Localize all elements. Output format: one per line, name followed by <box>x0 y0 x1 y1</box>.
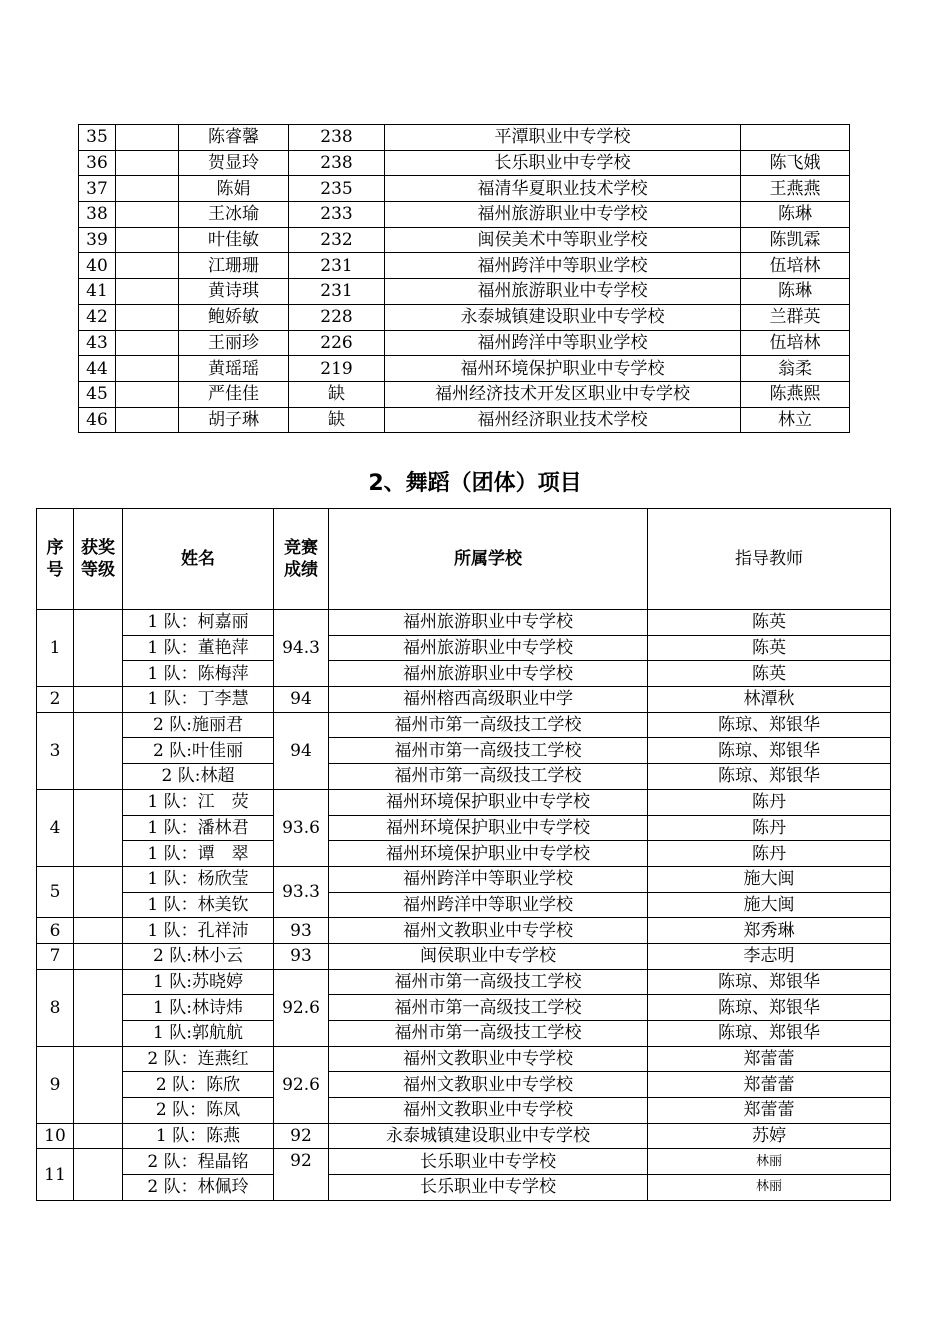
group-award <box>74 712 123 789</box>
member-name: 1 队:苏晓婷 <box>123 969 274 995</box>
member-teacher: 郑蕾蕾 <box>648 1046 891 1072</box>
member-name: 1 队：林美钦 <box>123 892 274 918</box>
group-no: 1 <box>37 610 74 687</box>
row-no: 39 <box>79 227 116 253</box>
group-no: 11 <box>37 1149 74 1200</box>
group-dance-results-table <box>36 508 891 1201</box>
row-teacher: 陈琳 <box>741 202 850 228</box>
row-name: 江珊珊 <box>179 253 289 279</box>
member-name: 2 队:林超 <box>123 764 274 790</box>
member-name: 2 队：林佩玲 <box>123 1175 274 1201</box>
row-school: 福州环境保护职业中专学校 <box>385 356 741 382</box>
member-teacher: 林丽 <box>648 1149 891 1175</box>
member-teacher: 施大闽 <box>648 892 891 918</box>
member-name: 1 队：孔祥沛 <box>123 918 274 944</box>
row-no: 37 <box>79 176 116 202</box>
member-teacher: 陈丹 <box>648 789 891 815</box>
row-teacher: 翁柔 <box>741 356 850 382</box>
member-teacher: 施大闽 <box>648 866 891 892</box>
row-score: 232 <box>289 227 385 253</box>
row-teacher: 王燕燕 <box>741 176 850 202</box>
table-row <box>79 150 850 176</box>
row-teacher: 陈飞娥 <box>741 150 850 176</box>
row-award <box>116 304 179 330</box>
row-score: 缺 <box>289 407 385 433</box>
group-no: 2 <box>37 687 74 713</box>
row-award <box>116 381 179 407</box>
table-row <box>79 202 850 228</box>
member-teacher: 郑蕾蕾 <box>648 1098 891 1124</box>
group-no: 3 <box>37 712 74 789</box>
table-row <box>37 712 891 738</box>
table-row <box>79 356 850 382</box>
table-row <box>79 227 850 253</box>
member-name: 2 队:叶佳丽 <box>123 738 274 764</box>
row-teacher: 兰群英 <box>741 304 850 330</box>
member-teacher: 陈英 <box>648 661 891 687</box>
row-school: 福州旅游职业中专学校 <box>385 279 741 305</box>
row-award <box>116 202 179 228</box>
member-name: 2 队：陈欣 <box>123 1072 274 1098</box>
row-name: 叶佳敏 <box>179 227 289 253</box>
table-row <box>79 330 850 356</box>
row-award <box>116 356 179 382</box>
table-row <box>37 1123 891 1149</box>
row-no: 46 <box>79 407 116 433</box>
row-teacher: 伍培林 <box>741 253 850 279</box>
row-no: 35 <box>79 125 116 151</box>
table-row <box>37 918 891 944</box>
row-no: 43 <box>79 330 116 356</box>
row-teacher <box>741 125 850 151</box>
table-row <box>37 1072 891 1098</box>
group-no: 5 <box>37 866 74 917</box>
row-award <box>116 125 179 151</box>
table-row <box>79 125 850 151</box>
member-teacher: 陈丹 <box>648 841 891 867</box>
member-school: 福州旅游职业中专学校 <box>329 661 648 687</box>
member-school: 福州市第一高级技工学校 <box>329 764 648 790</box>
row-name: 王丽珍 <box>179 330 289 356</box>
header-award: 获奖等级 <box>74 509 123 610</box>
group-no: 10 <box>37 1123 74 1149</box>
table-header-row <box>37 509 891 610</box>
member-name: 1 队：陈梅萍 <box>123 661 274 687</box>
table-row <box>37 841 891 867</box>
table-row <box>79 304 850 330</box>
member-teacher: 陈琼、郑银华 <box>648 995 891 1021</box>
header-name: 姓名 <box>123 509 274 610</box>
row-school: 福州旅游职业中专学校 <box>385 202 741 228</box>
row-school: 长乐职业中专学校 <box>385 150 741 176</box>
member-name: 1 队：江 荧 <box>123 789 274 815</box>
member-school: 福州市第一高级技工学校 <box>329 995 648 1021</box>
group-score: 93 <box>274 943 329 969</box>
table-row <box>37 1175 891 1201</box>
table-row <box>37 1021 891 1047</box>
member-teacher: 陈琼、郑银华 <box>648 1021 891 1047</box>
header-no: 序号 <box>37 509 74 610</box>
group-award <box>74 969 123 1046</box>
row-name: 贺显玲 <box>179 150 289 176</box>
group-award <box>74 1046 123 1123</box>
member-teacher: 林潭秋 <box>648 687 891 713</box>
row-award <box>116 150 179 176</box>
row-name: 黄瑶瑶 <box>179 356 289 382</box>
row-no: 36 <box>79 150 116 176</box>
row-no: 44 <box>79 356 116 382</box>
row-name: 王冰瑜 <box>179 202 289 228</box>
group-score: 92.6 <box>274 969 329 1046</box>
row-no: 38 <box>79 202 116 228</box>
group-score: 92.6 <box>274 1046 329 1123</box>
row-teacher: 伍培林 <box>741 330 850 356</box>
member-name: 2 队:施丽君 <box>123 712 274 738</box>
group-score: 94.3 <box>274 610 329 687</box>
member-name: 1 队：丁李慧 <box>123 687 274 713</box>
member-school: 福州环境保护职业中专学校 <box>329 789 648 815</box>
table-row <box>79 381 850 407</box>
row-name: 陈睿馨 <box>179 125 289 151</box>
table-row <box>37 866 891 892</box>
row-award <box>116 330 179 356</box>
group-score: 93.3 <box>274 866 329 917</box>
row-name: 胡子琳 <box>179 407 289 433</box>
member-school: 闽侯职业中专学校 <box>329 943 648 969</box>
table-row <box>37 969 891 995</box>
row-no: 41 <box>79 279 116 305</box>
member-school: 福州市第一高级技工学校 <box>329 969 648 995</box>
group-score: 93.6 <box>274 789 329 866</box>
row-no: 42 <box>79 304 116 330</box>
row-score: 231 <box>289 279 385 305</box>
row-no: 40 <box>79 253 116 279</box>
member-school: 永泰城镇建设职业中专学校 <box>329 1123 648 1149</box>
member-name: 1 队：柯嘉丽 <box>123 610 274 636</box>
member-name: 1 队：陈燕 <box>123 1123 274 1149</box>
group-award <box>74 789 123 866</box>
member-teacher: 李志明 <box>648 943 891 969</box>
member-school: 福州市第一高级技工学校 <box>329 738 648 764</box>
member-teacher: 陈丹 <box>648 815 891 841</box>
row-score: 226 <box>289 330 385 356</box>
table-row <box>37 610 891 636</box>
row-name: 黄诗琪 <box>179 279 289 305</box>
member-teacher: 林丽 <box>648 1175 891 1201</box>
row-score: 235 <box>289 176 385 202</box>
table-row <box>37 1149 891 1175</box>
table-row <box>37 687 891 713</box>
header-school: 所属学校 <box>329 509 648 610</box>
member-name: 2 队：程晶铭 <box>123 1149 274 1175</box>
row-score: 228 <box>289 304 385 330</box>
group-score: 94 <box>274 687 329 713</box>
member-school: 福州文教职业中专学校 <box>329 1098 648 1124</box>
member-name: 1 队：杨欣莹 <box>123 866 274 892</box>
row-name: 严佳佳 <box>179 381 289 407</box>
row-award <box>116 227 179 253</box>
member-name: 2 队：陈凤 <box>123 1098 274 1124</box>
group-score: 92 <box>274 1123 329 1149</box>
row-score: 238 <box>289 150 385 176</box>
row-score: 缺 <box>289 381 385 407</box>
row-school: 福州跨洋中等职业学校 <box>385 330 741 356</box>
group-no: 6 <box>37 918 74 944</box>
table-row <box>37 815 891 841</box>
row-school: 福州跨洋中等职业学校 <box>385 253 741 279</box>
member-school: 福州文教职业中专学校 <box>329 918 648 944</box>
table-row <box>79 253 850 279</box>
table-row <box>79 407 850 433</box>
member-teacher: 苏婷 <box>648 1123 891 1149</box>
table-row <box>37 995 891 1021</box>
member-school: 福州市第一高级技工学校 <box>329 712 648 738</box>
table-row <box>37 1098 891 1124</box>
member-school: 福州环境保护职业中专学校 <box>329 841 648 867</box>
member-name: 2 队:林小云 <box>123 943 274 969</box>
member-name: 1 队:林诗炜 <box>123 995 274 1021</box>
row-school: 福州经济职业技术学校 <box>385 407 741 433</box>
row-score: 219 <box>289 356 385 382</box>
row-score: 233 <box>289 202 385 228</box>
row-no: 45 <box>79 381 116 407</box>
member-school: 福州环境保护职业中专学校 <box>329 815 648 841</box>
group-score: 93 <box>274 918 329 944</box>
group-award <box>74 866 123 917</box>
row-score: 231 <box>289 253 385 279</box>
table-row <box>37 892 891 918</box>
table-row <box>37 764 891 790</box>
group-award <box>74 610 123 687</box>
member-school: 福州文教职业中专学校 <box>329 1046 648 1072</box>
member-teacher: 陈琼、郑银华 <box>648 969 891 995</box>
table-row <box>37 738 891 764</box>
member-school: 福州旅游职业中专学校 <box>329 610 648 636</box>
member-teacher: 陈琼、郑银华 <box>648 764 891 790</box>
member-school: 福州跨洋中等职业学校 <box>329 866 648 892</box>
member-name: 1 队：谭 翠 <box>123 841 274 867</box>
table-row <box>79 176 850 202</box>
member-school: 长乐职业中专学校 <box>329 1175 648 1201</box>
row-teacher: 陈琳 <box>741 279 850 305</box>
group-no: 7 <box>37 943 74 969</box>
member-school: 长乐职业中专学校 <box>329 1149 648 1175</box>
table-row <box>37 789 891 815</box>
member-school: 福州市第一高级技工学校 <box>329 1021 648 1047</box>
member-teacher: 郑蕾蕾 <box>648 1072 891 1098</box>
group-award <box>74 1149 123 1200</box>
member-name: 1 队:郭航航 <box>123 1021 274 1047</box>
member-school: 福州旅游职业中专学校 <box>329 635 648 661</box>
table-row <box>37 661 891 687</box>
member-name: 2 队：连燕红 <box>123 1046 274 1072</box>
row-teacher: 陈燕熙 <box>741 381 850 407</box>
member-school: 福州跨洋中等职业学校 <box>329 892 648 918</box>
group-award <box>74 943 123 969</box>
row-award <box>116 253 179 279</box>
member-name: 1 队：董艳萍 <box>123 635 274 661</box>
row-award <box>116 407 179 433</box>
table-row <box>37 943 891 969</box>
section-title: 2、舞蹈（团体）项目 <box>368 471 582 496</box>
member-teacher: 陈英 <box>648 635 891 661</box>
table-row <box>37 1046 891 1072</box>
row-score: 238 <box>289 125 385 151</box>
group-score: 94 <box>274 712 329 789</box>
group-score: 92 <box>274 1149 329 1200</box>
group-no: 8 <box>37 969 74 1046</box>
row-teacher: 林立 <box>741 407 850 433</box>
member-school: 福州文教职业中专学校 <box>329 1072 648 1098</box>
row-teacher: 陈凯霖 <box>741 227 850 253</box>
row-school: 闽侯美术中等职业学校 <box>385 227 741 253</box>
table-row <box>37 635 891 661</box>
member-teacher: 陈琼、郑银华 <box>648 712 891 738</box>
member-teacher: 陈英 <box>648 610 891 636</box>
row-name: 陈娟 <box>179 176 289 202</box>
header-score: 竞赛成绩 <box>274 509 329 610</box>
individual-results-table <box>78 124 850 433</box>
group-no: 4 <box>37 789 74 866</box>
group-award <box>74 1123 123 1149</box>
row-award <box>116 176 179 202</box>
group-award <box>74 918 123 944</box>
row-name: 鲍娇敏 <box>179 304 289 330</box>
member-school: 福州榕西高级职业中学 <box>329 687 648 713</box>
row-school: 永泰城镇建设职业中专学校 <box>385 304 741 330</box>
group-no: 9 <box>37 1046 74 1123</box>
row-school: 平潭职业中专学校 <box>385 125 741 151</box>
header-teacher: 指导教师 <box>648 509 891 610</box>
member-name: 1 队：潘林君 <box>123 815 274 841</box>
table-row <box>79 279 850 305</box>
row-school: 福州经济技术开发区职业中专学校 <box>385 381 741 407</box>
row-award <box>116 279 179 305</box>
member-teacher: 陈琼、郑银华 <box>648 738 891 764</box>
group-award <box>74 687 123 713</box>
row-school: 福清华夏职业技术学校 <box>385 176 741 202</box>
member-teacher: 郑秀琳 <box>648 918 891 944</box>
